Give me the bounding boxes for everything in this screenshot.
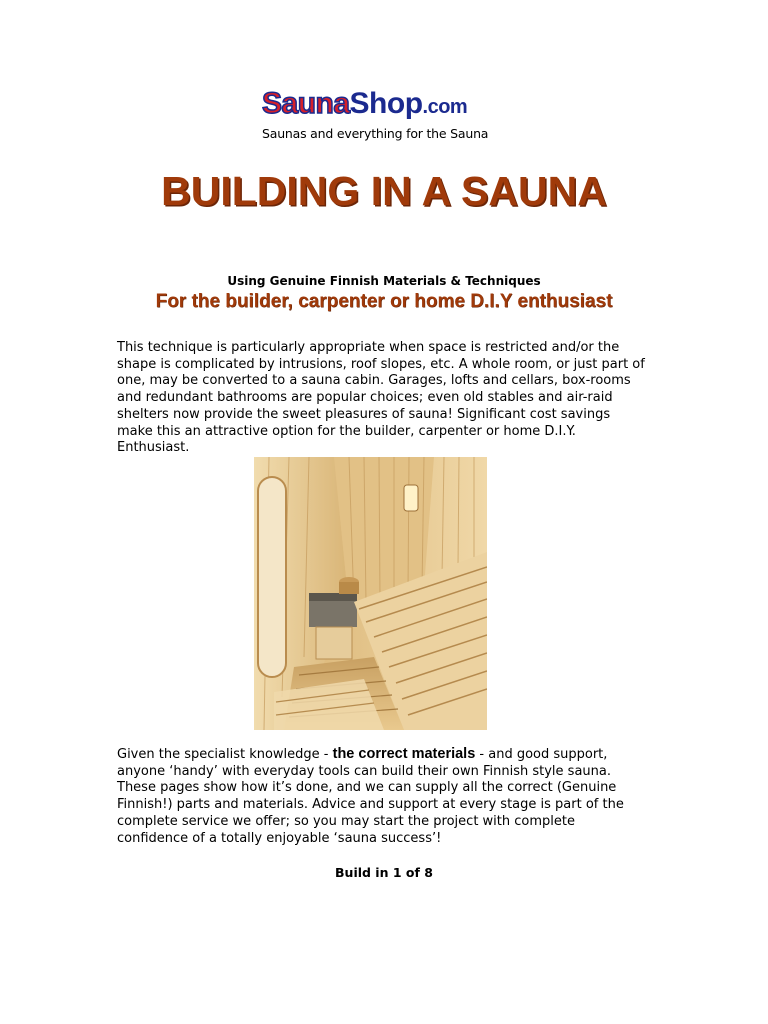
audience-heading: For the builder, carpenter or home D.I.Y enthusiast (155, 291, 613, 312)
logo-tagline: Saunas and everything for the Sauna (262, 126, 489, 141)
second-paragraph-rest: - and good support, anyone ‘handy’ with everyday tools can build their own Finnish style sauna. These pages show how it’s done, and we can supply all the correct (Genuine Finnish!) parts and materials. Advice and support at every stage is part of the complete service we offer; so you may start the project with complete confidence of a totally enjoyable ‘sauna success’! (117, 747, 624, 846)
intro-paragraph: This technique is particularly appropriate when space is restricted and/or the shape is complicated by intrusions, roof slopes, etc. A whole room, or just part of one, may be converted to a sauna cabin. Garages, lofts and cellars, box-rooms and redundant bathrooms are popular choices; even old stables and air-raid shelters now provide the sweet pleasures of sauna! Significant cost savings make this an attractive option for the builder, carpenter or home D.I.Y. Enthusiast. (117, 340, 645, 456)
logo-wordmark (262, 86, 467, 122)
saunashop-logo (262, 86, 508, 148)
page-subtitle: Using Genuine Finnish Materials & Techniques (227, 274, 541, 288)
second-paragraph-lead: Given the specialist knowledge - (117, 747, 333, 762)
logo-word-com: .com (422, 96, 468, 118)
logo-word-sauna: Sauna (262, 87, 350, 120)
second-paragraph (117, 746, 647, 847)
page-title: BUILDING IN A SAUNA (161, 168, 607, 214)
correct-materials-emphasis: the correct materials (332, 746, 476, 762)
page-footer: Build in 1 of 8 (335, 865, 433, 880)
logo-word-shop: Shop (349, 87, 423, 120)
sauna-interior-photo (254, 457, 487, 730)
